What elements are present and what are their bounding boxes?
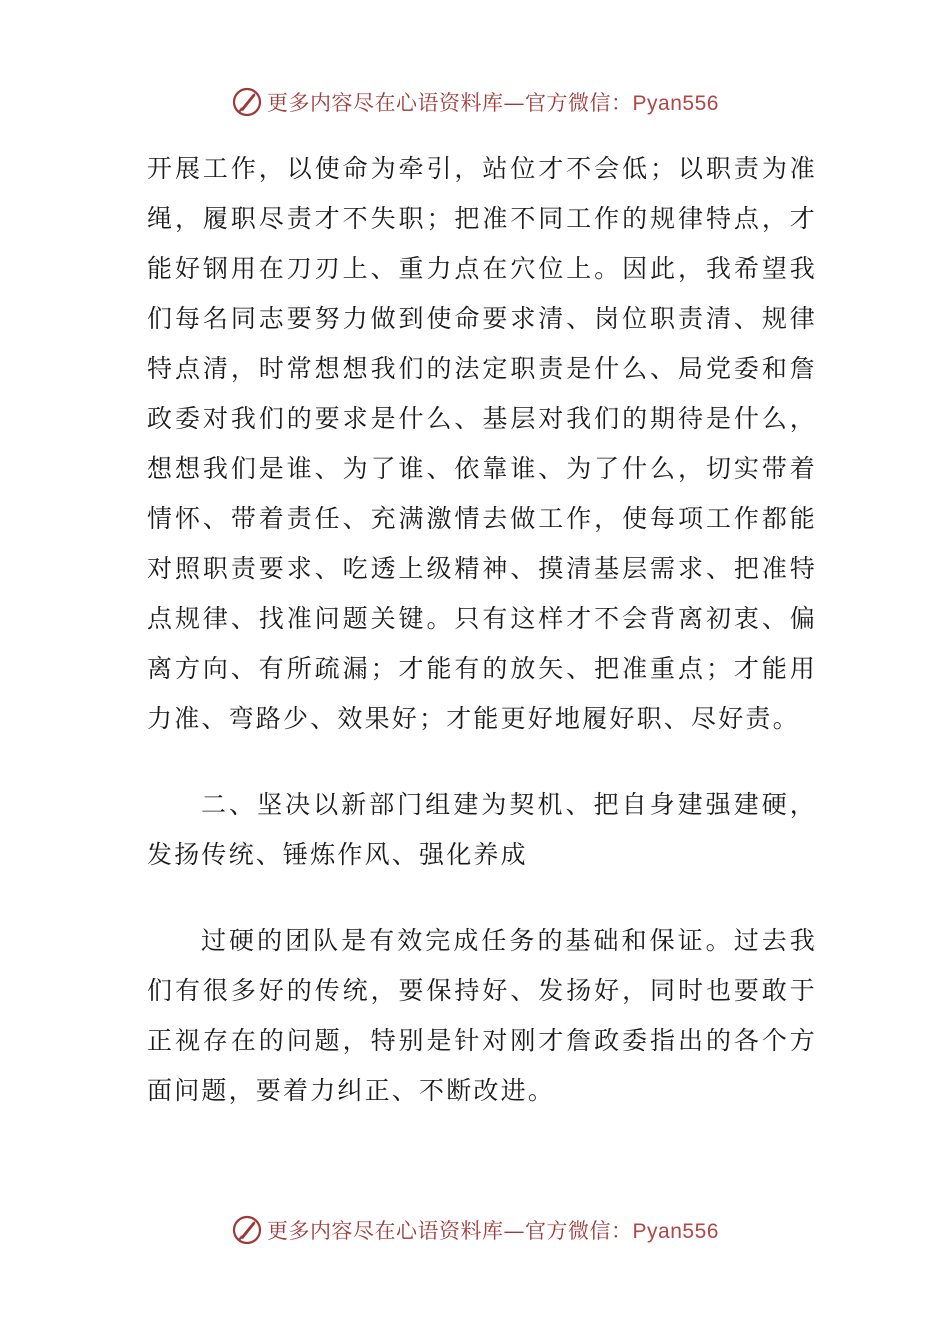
banner-text: 更多内容尽在心语资料库—官方微信：Pyan556 — [267, 91, 719, 115]
quill-pen-icon — [231, 1214, 263, 1246]
wechat-id: Pyan556 — [632, 92, 719, 115]
section-heading-2: 二、坚决以新部门组建为契机、把自身建强建硬，发扬传统、锤炼作风、强化养成 — [147, 790, 817, 869]
wechat-id: Pyan556 — [632, 1220, 719, 1243]
quill-pen-icon — [231, 86, 263, 118]
paragraph-2: 过硬的团队是有效完成任务的基础和保证。过去我们有很多好的传统，要保持好、发扬好，同时也要敢于正视存在的问题，特别是针对刚才詹政委指出的各个方面问题，要着力纠正、不断改进。 — [147, 926, 817, 1105]
paragraph-1: 开展工作，以使命为牵引，站位才不会低；以职责为准绳，履职尽责才不失职；把准不同工作的规律特点，才能好钢用在刀刃上、重力点在穴位上。因此，我希望我们每名同志要努力做到使命要求清、岗位职责清、规律特点清，时常想想我们的法定职责是什么、局党委和詹政委对我们的要求是什么、基层对我们的期待是什么，想想我们是谁、为了谁、依靠谁、为了什么，切实带着情怀、带着责任、充满激情去做工作，使每项工作都能对照职责要求、吃透上级精神、摸清基层需求、把准特点规律、找准问题关键。只有这样才不会背离初衷、偏离方向、有所疏漏；才能有的放矢、把准重点；才能用力准、弯路少、效果好；才能更好地履好职、尽好责。 — [147, 154, 817, 733]
banner-text: 更多内容尽在心语资料库—官方微信：Pyan556 — [267, 1219, 719, 1243]
footer-watermark-banner — [0, 1210, 950, 1250]
document-body — [147, 144, 817, 1116]
header-watermark-banner — [0, 82, 950, 122]
